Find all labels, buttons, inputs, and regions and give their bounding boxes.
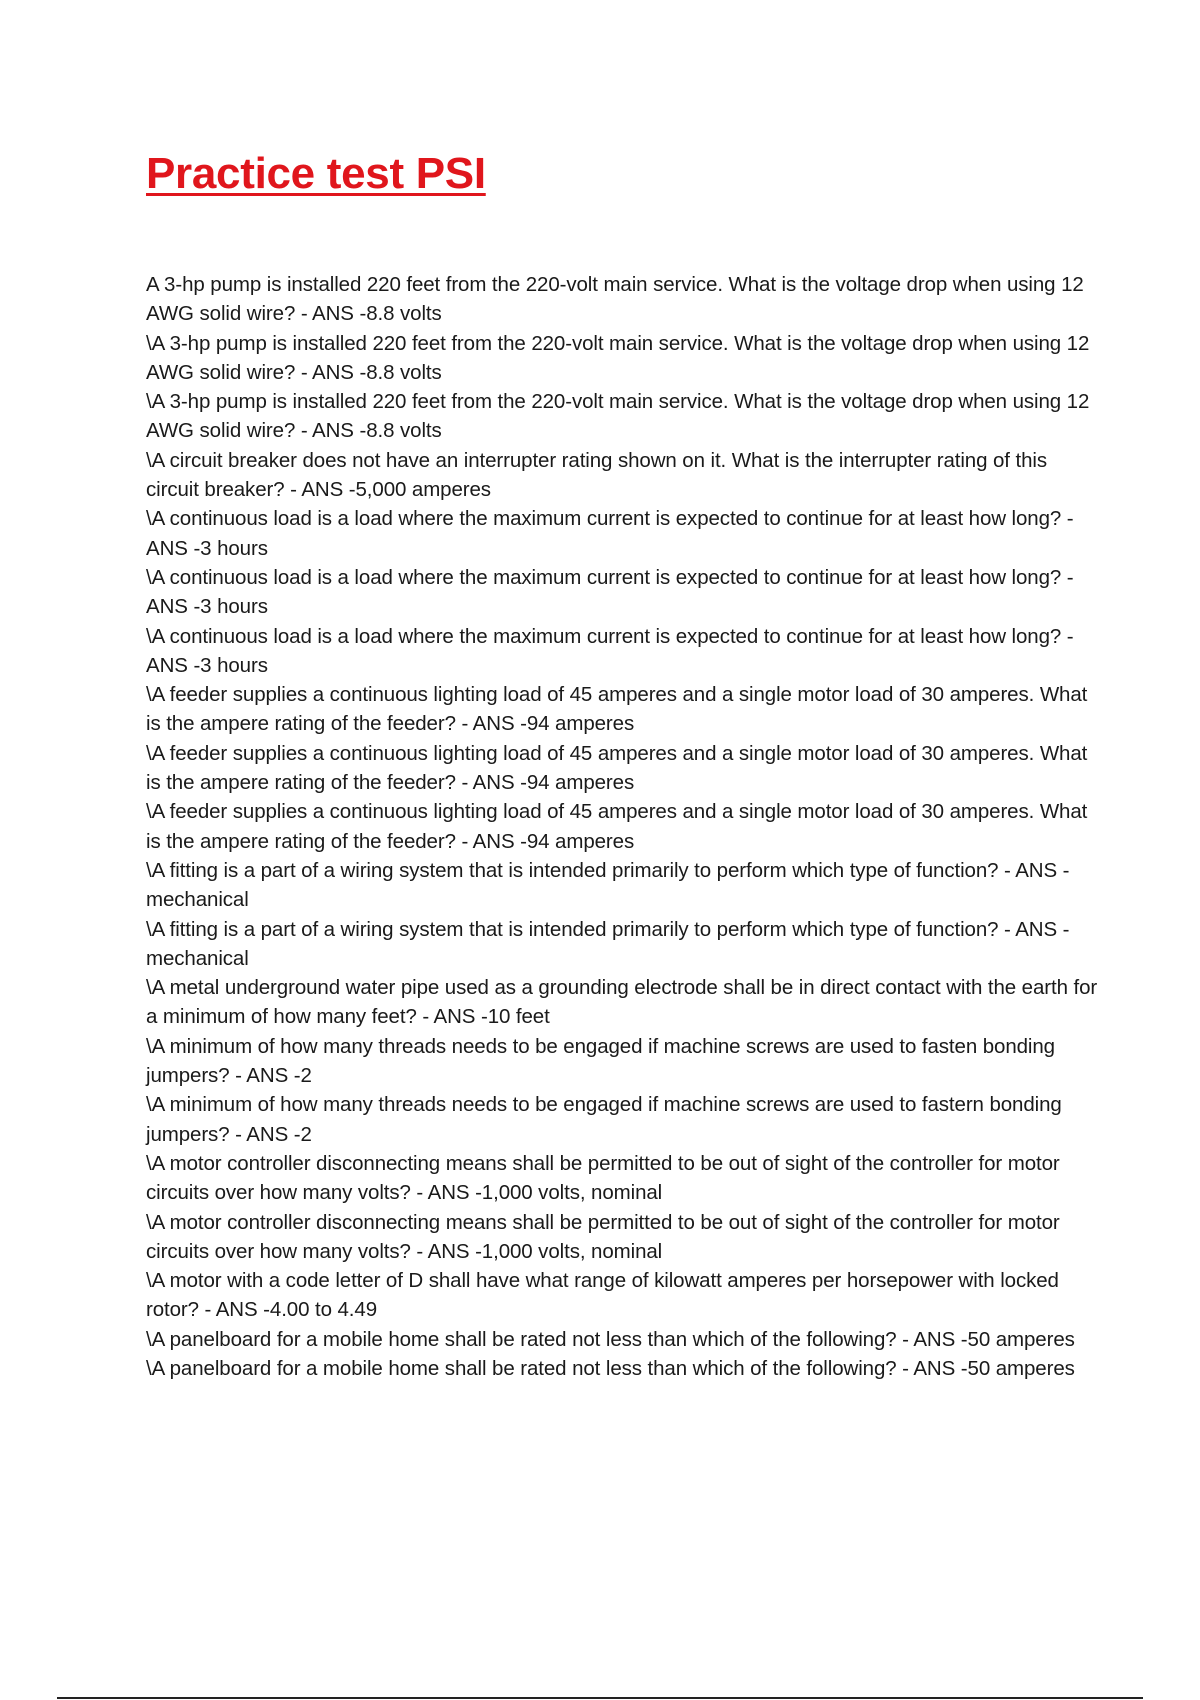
footer-divider — [57, 1697, 1143, 1699]
page-title: Practice test PSI — [146, 149, 486, 198]
qa-item: \A feeder supplies a continuous lighting load of 45 amperes and a single motor load of 30 amperes. What is the ampere rating of the feeder? - ANS -94 amperes — [146, 800, 1088, 853]
qa-item: A 3-hp pump is installed 220 feet from the 220-volt main service. What is the voltage drop when using 12 AWG solid wire? - ANS -8.8 volts — [146, 273, 1084, 326]
qa-item: \A circuit breaker does not have an interrupter rating shown on it. What is the interrupter rating of this circuit breaker? - ANS -5,000 amperes — [146, 448, 1047, 502]
qa-list — [146, 270, 1098, 1383]
qa-item: \A motor with a code letter of D shall have what range of kilowatt amperes per horsepower with locked rotor? - ANS -4.00 to 4.49 — [146, 1269, 1059, 1322]
qa-item: \A metal underground water pipe used as a grounding electrode shall be in direct contact with the earth for a minimum of how many feet? - ANS -10 feet — [146, 976, 1098, 1029]
qa-item: \A feeder supplies a continuous lighting load of 45 amperes and a single motor load of 30 amperes. What is the ampere rating of the feeder? - ANS -94 amperes — [146, 683, 1088, 736]
qa-item: \A minimum of how many threads needs to be engaged if machine screws are used to fastern bonding jumpers? - ANS -2 — [146, 1093, 1062, 1146]
qa-item: \A motor controller disconnecting means shall be permitted to be out of sight of the controller for motor circuits over how many volts? - ANS -1,000 volts, nominal — [146, 1210, 1060, 1263]
qa-item: \A panelboard for a mobile home shall be rated not less than which of the following? - ANS -50 amperes — [146, 1327, 1075, 1351]
qa-item: \A feeder supplies a continuous lighting load of 45 amperes and a single motor load of 30 amperes. What is the ampere rating of the feeder? - ANS -94 amperes — [146, 741, 1088, 795]
qa-item: \A 3-hp pump is installed 220 feet from the 220-volt main service. What is the voltage drop when using 12 AWG solid wire? - ANS -8.8 volts — [146, 390, 1090, 443]
qa-item: \A panelboard for a mobile home shall be rated not less than which of the following? - ANS -50 amperes — [146, 1356, 1075, 1380]
qa-item: \A continuous load is a load where the maximum current is expected to continue for at least how long? - ANS -3 hours — [146, 507, 1074, 560]
qa-item: \A continuous load is a load where the maximum current is expected to continue for at least how long? - ANS -3 hours — [146, 565, 1074, 619]
qa-item: \A continuous load is a load where the maximum current is expected to continue for at least how long? - ANS -3 hours — [146, 624, 1074, 677]
qa-item: \A fitting is a part of a wiring system that is intended primarily to perform which type of function? - ANS -mechanical — [146, 858, 1070, 912]
qa-item: \A 3-hp pump is installed 220 feet from the 220-volt main service. What is the voltage drop when using 12 AWG solid wire? - ANS -8.8 volts — [146, 331, 1090, 384]
qa-item: \A minimum of how many threads needs to be engaged if machine screws are used to fasten bonding jumpers? - ANS -2 — [146, 1034, 1055, 1088]
qa-item: \A motor controller disconnecting means shall be permitted to be out of sight of the controller for motor circuits over how many volts? - ANS -1,000 volts, nominal — [146, 1151, 1060, 1205]
qa-item: \A fitting is a part of a wiring system that is intended primarily to perform which type of function? - ANS -mechanical — [146, 917, 1070, 970]
